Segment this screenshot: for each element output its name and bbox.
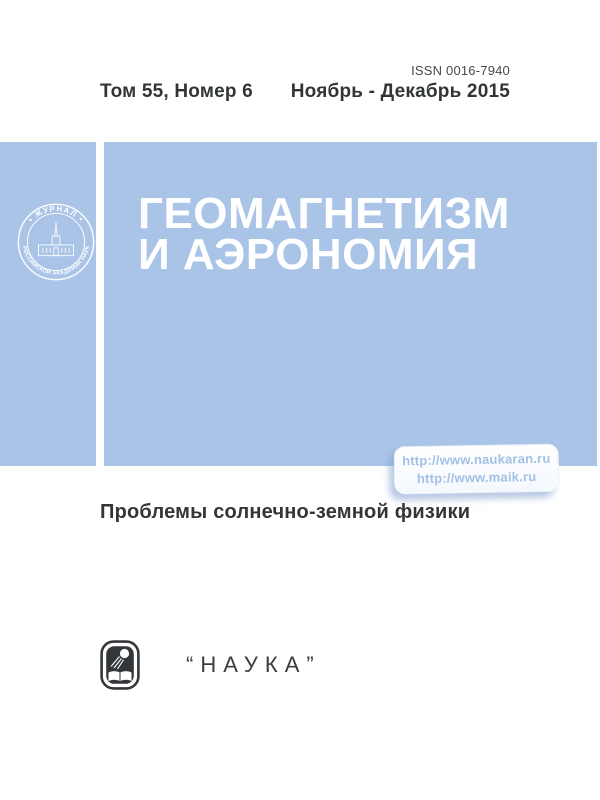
academy-building-icon bbox=[38, 222, 73, 256]
maik-url-text: http://www.maik.ru bbox=[416, 468, 537, 487]
publisher-urls-badge bbox=[394, 444, 560, 495]
naukaran-url-text: http://www.naukaran.ru bbox=[402, 450, 551, 469]
publisher-name: “НАУКА” bbox=[186, 652, 321, 677]
volume-issue-row bbox=[100, 81, 510, 103]
cover-left-stripe bbox=[0, 142, 96, 466]
svg-text:РОССИЙСКОЙ АКАДЕМИИ НАУК bbox=[21, 245, 92, 277]
nauka-publisher-emblem-icon bbox=[100, 640, 140, 690]
seal-bottom-text: РОССИЙСКОЙ АКАДЕМИИ НАУК bbox=[20, 245, 92, 277]
journal-title-line1: ГЕОМАГНЕТИЗМ bbox=[138, 189, 510, 238]
seal-top-text: • ЖУРНАЛ • bbox=[26, 204, 86, 225]
cover-main-panel bbox=[104, 142, 597, 487]
ras-journal-seal-icon bbox=[17, 203, 95, 281]
volume-label: Том 55, Номер 6 bbox=[100, 81, 253, 102]
journal-title-line2: И АЭРОНОМИЯ bbox=[138, 230, 479, 279]
issue-subtitle: Проблемы солнечно-земной физики bbox=[100, 501, 471, 523]
open-book-icon bbox=[109, 671, 132, 681]
issue-date-label: Ноябрь - Декабрь 2015 bbox=[290, 81, 510, 102]
publisher-row bbox=[100, 639, 321, 691]
journal-title bbox=[104, 142, 597, 279]
issn-label: ISSN 0016-7940 bbox=[411, 63, 510, 78]
svg-text:• ЖУРНАЛ • bbox=[26, 204, 85, 224]
